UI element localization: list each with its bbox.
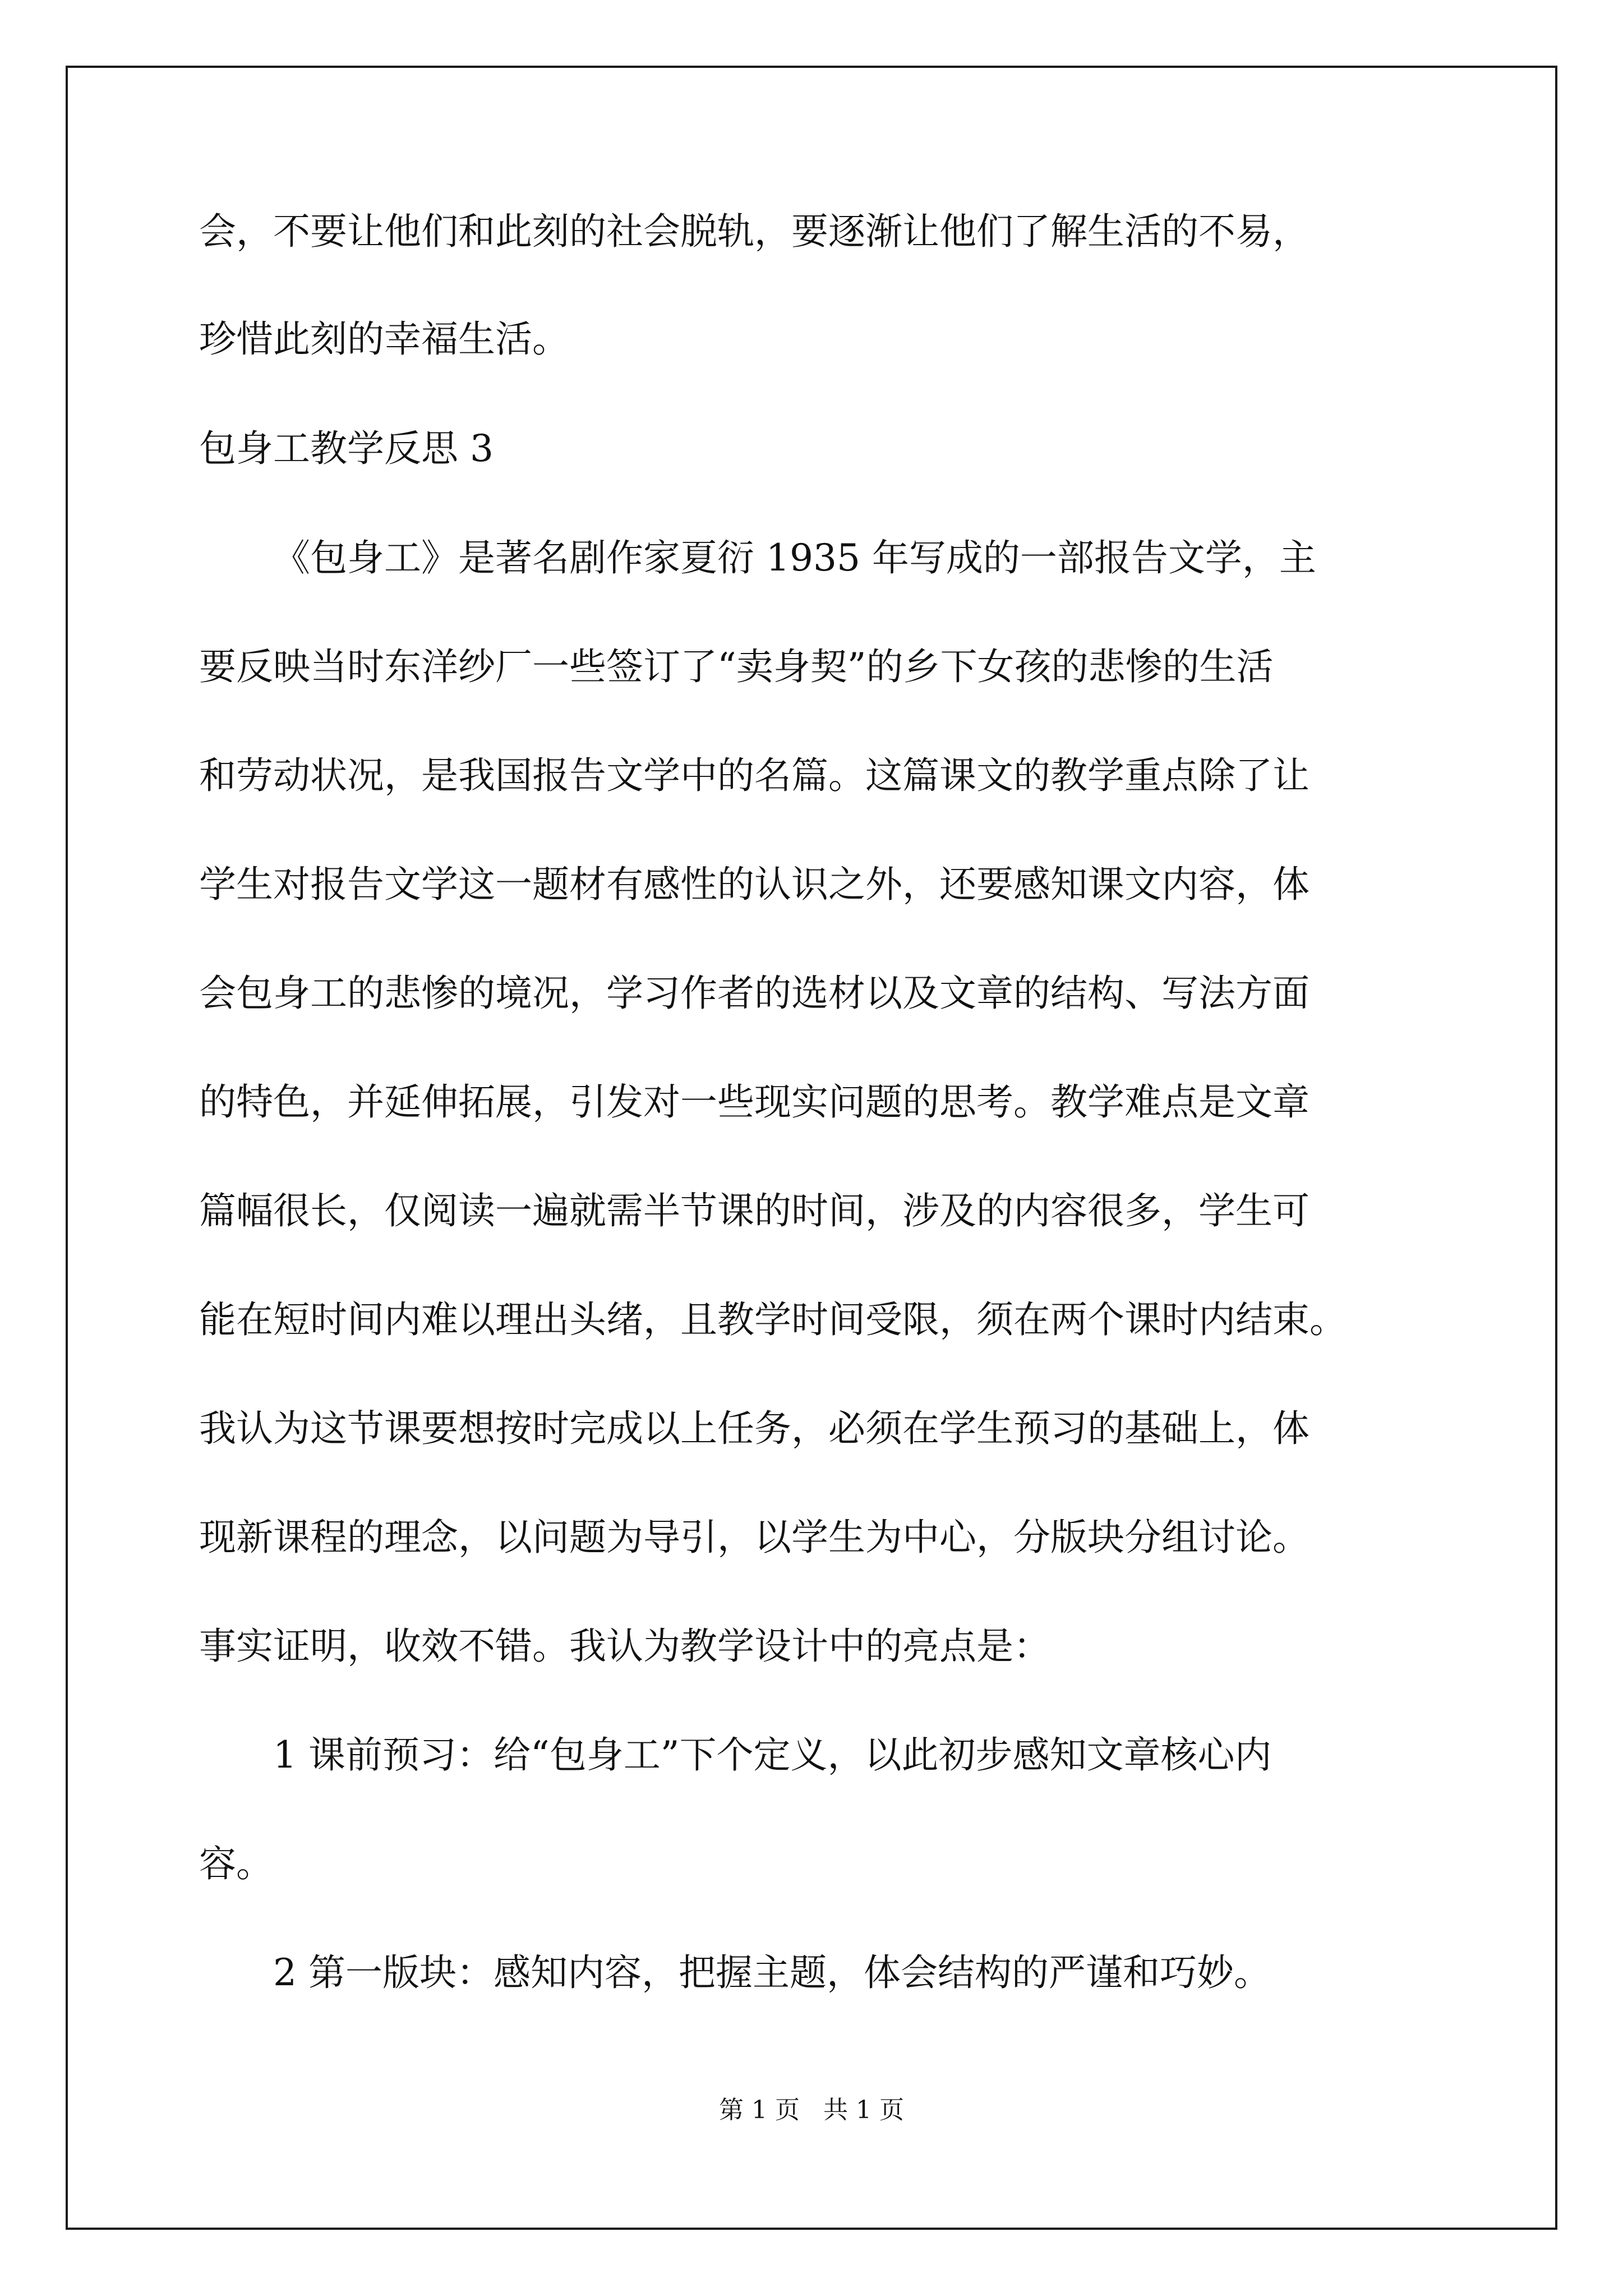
text-line: 我认为这节课要想按时完成以上任务，必须在学生预习的基础上，体 <box>199 1407 1310 1450</box>
text-line: 要反映当时东洋纱厂一些签订了“卖身契”的乡下女孩的悲惨的生活 <box>199 645 1274 688</box>
text-line: 珍惜此刻的幸福生活。 <box>199 318 569 361</box>
page-total: 共 1 页 <box>823 2096 904 2124</box>
text-line: 的特色，并延伸拓展，引发对一些现实问题的思考。教学难点是文章 <box>199 1080 1310 1124</box>
list-item: 2 第一版块：感知内容，把握主题，体会结构的严谨和巧妙。 <box>273 1951 1271 1994</box>
page-number: 第 1 页 <box>719 2096 800 2124</box>
section-heading: 包身工教学反思 3 <box>199 427 494 470</box>
list-item: 1 课前预习：给“包身工”下个定义，以此初步感知文章核心内 <box>273 1733 1272 1777</box>
page-footer <box>0 2098 1623 2123</box>
text-line: 能在短时间内难以理出头绪，且教学时间受限，须在两个课时内结束。 <box>199 1298 1347 1341</box>
text-line: 事实证明，收效不错。我认为教学设计中的亮点是： <box>199 1625 1050 1668</box>
text-line: 容。 <box>199 1842 273 1885</box>
text-line: 会，不要让他们和此刻的社会脱轨，要逐渐让他们了解生活的不易， <box>199 210 1310 253</box>
text-line: 会包身工的悲惨的境况，学习作者的选材以及文章的结构、写法方面 <box>199 972 1310 1015</box>
text-line: 学生对报告文学这一题材有感性的认识之外，还要感知课文内容，体 <box>199 863 1310 906</box>
text-line: 和劳动状况，是我国报告文学中的名篇。这篇课文的教学重点除了让 <box>199 754 1310 797</box>
paragraph-first-line: 《包身工》是著名剧作家夏衍 1935 年写成的一部报告文学，主 <box>273 536 1316 579</box>
text-line: 现新课程的理念，以问题为导引，以学生为中心，分版块分组讨论。 <box>199 1516 1310 1559</box>
text-line: 篇幅很长，仅阅读一遍就需半节课的时间，涉及的内容很多，学生可 <box>199 1189 1310 1232</box>
page-border <box>66 66 1557 2230</box>
